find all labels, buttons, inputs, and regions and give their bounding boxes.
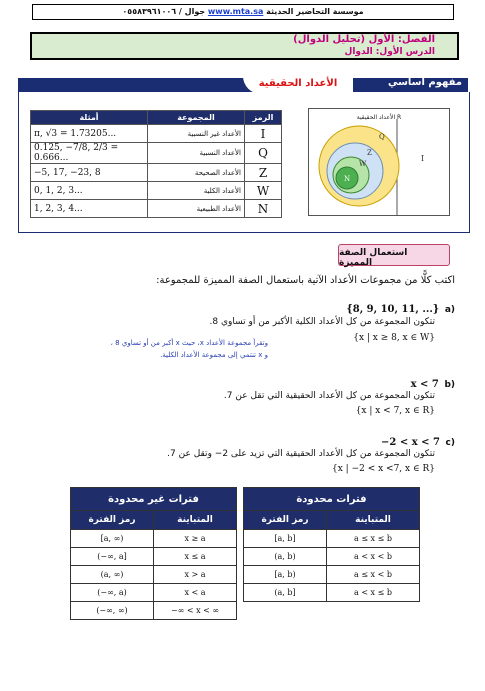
set-cell: الأعداد الصحيحة — [148, 164, 245, 182]
problem-c-answer: {x | −2 < x <7, x ∈ R} — [332, 464, 435, 474]
section-title-text: استعمال الصفة المميزة — [339, 248, 408, 268]
header-examples: أمثلة — [31, 111, 148, 125]
table-row — [31, 164, 282, 182]
problem-a — [155, 297, 455, 316]
concept-bar — [18, 78, 468, 92]
bounded-inequality: a < x < b — [327, 548, 420, 566]
unbounded-inequality: −∞ < x < ∞ — [154, 602, 237, 620]
unbounded-notation: (−∞, ∞) — [71, 602, 154, 620]
problem-b-label: b) — [444, 380, 455, 390]
venn-svg — [309, 109, 449, 215]
note-line-2: و x تنتمي إلى مجموعة الأعداد الكلية. — [160, 351, 268, 359]
bounded-col-inequality: المتباينة — [327, 511, 420, 530]
problem-b — [255, 372, 455, 391]
unbounded-notation: (−∞, a] — [71, 548, 154, 566]
unbounded-inequality: x < a — [154, 584, 237, 602]
set-cell: الأعداد الطبيعية — [148, 200, 245, 218]
problem-a-expr: {8, 9, 10, 11, ...} — [346, 304, 440, 315]
problem-a-desc: تتكون المجموعة من كل الأعداد الكلية الأكبر من أو تساوي 8. — [209, 317, 435, 327]
header-set: المجموعة — [148, 111, 245, 125]
chapter-title: الفصل: الأول (تحليل الدوال) — [293, 34, 435, 45]
venn-label-q: Q — [379, 133, 385, 141]
unbounded-col-notation: رمز الفترة — [71, 511, 154, 530]
table-row — [71, 584, 420, 602]
lesson-header — [30, 32, 459, 60]
bounded-inequality: a ≤ x ≤ b — [327, 530, 420, 548]
banner-link[interactable]: www.mta.sa — [207, 7, 264, 16]
symbol-cell: Q — [245, 143, 282, 164]
problem-b-answer: {x | x < 7, x ∈ R} — [355, 406, 435, 416]
symbol-cell: Z — [245, 164, 282, 182]
note-line-1: وتقرأ مجموعة الأعداد x، حيث x أكبر من أو تساوي 8 ، — [110, 339, 268, 347]
example-cell: 1, 2, 3, 4... — [31, 200, 148, 218]
table-row — [31, 182, 282, 200]
unbounded-inequality: x ≥ a — [154, 530, 237, 548]
table-row — [71, 530, 420, 548]
table-row — [71, 566, 420, 584]
concept-label: مفهوم أساسي — [387, 77, 462, 88]
unbounded-inequality: x > a — [154, 566, 237, 584]
concept-title: الأعداد الحقيقية — [243, 74, 353, 94]
example-cell: 0.125, −7/8, 2/3 = 0.666... — [31, 143, 148, 164]
venn-diagram — [308, 108, 450, 216]
instruction: اكتب كلًّا من مجموعات الأعداد الآتية باستعمال الصفة المميزة للمجموعة: — [156, 275, 455, 286]
bounded-notation: [a, b] — [244, 530, 327, 548]
table-row — [31, 143, 282, 164]
intervals-table — [70, 487, 420, 620]
banner-prefix: موسسة التحاضير الحديثة — [266, 7, 364, 16]
number-sets-table — [30, 110, 282, 218]
table-row — [71, 548, 420, 566]
symbol-cell: N — [245, 200, 282, 218]
venn-title: الأعداد الحقيقية R — [356, 114, 402, 121]
set-cell: الأعداد الكلية — [148, 182, 245, 200]
problem-b-expr: x < 7 — [410, 379, 439, 390]
top-banner — [32, 4, 454, 20]
bounded-inequality: a < x ≤ b — [327, 584, 420, 602]
banner-phone: جوال / ٠٥٥٨٣٩٦١٠٠٦ — [122, 7, 206, 16]
problem-b-desc: تتكون المجموعة من كل الأعداد الحقيقية التي تقل عن 7. — [223, 391, 435, 401]
unbounded-title: فترات غير محدودة — [71, 488, 237, 511]
table-row — [31, 125, 282, 143]
problem-a-label: a) — [444, 305, 455, 315]
section-title — [338, 244, 450, 266]
bounded-notation: (a, b) — [244, 548, 327, 566]
example-cell: π, √3 = 1.73205... — [31, 125, 148, 143]
problem-c — [255, 430, 455, 449]
symbol-cell: W — [245, 182, 282, 200]
problem-a-answer: {x | x ≥ 8, x ∈ W} — [353, 333, 435, 343]
table-row — [31, 200, 282, 218]
table-row — [71, 602, 420, 620]
bounded-title: فترات محدودة — [244, 488, 420, 511]
problem-c-desc: تتكون المجموعة من كل الأعداد الحقيقية التي تزيد على 2− وتقل عن 7. — [167, 449, 435, 459]
unbounded-notation: [a, ∞) — [71, 530, 154, 548]
problem-c-expr: −2 < x < 7 — [381, 437, 440, 448]
set-cell: الأعداد النسبية — [148, 143, 245, 164]
bounded-col-notation: رمز الفترة — [244, 511, 327, 530]
unbounded-inequality: x ≤ a — [154, 548, 237, 566]
unbounded-notation: (a, ∞) — [71, 566, 154, 584]
venn-label-w: W — [359, 160, 367, 168]
venn-label-n: N — [344, 175, 351, 183]
set-cell: الأعداد غير النسبية — [148, 125, 245, 143]
example-cell: 0, 1, 2, 3... — [31, 182, 148, 200]
problem-c-label: c) — [445, 438, 455, 448]
example-cell: −5, 17, −23, 8 — [31, 164, 148, 182]
symbol-cell: I — [245, 125, 282, 143]
lesson-title: الدرس الأول: الدوال — [344, 47, 435, 57]
venn-label-i: I — [421, 154, 425, 163]
venn-label-z: Z — [367, 149, 372, 157]
unbounded-notation: (−∞, a) — [71, 584, 154, 602]
bounded-inequality: a ≤ x < b — [327, 566, 420, 584]
unbounded-col-inequality: المتباينة — [154, 511, 237, 530]
bounded-notation: [a, b) — [244, 566, 327, 584]
bounded-notation: (a, b] — [244, 584, 327, 602]
header-symbol: الرمز — [245, 111, 282, 125]
